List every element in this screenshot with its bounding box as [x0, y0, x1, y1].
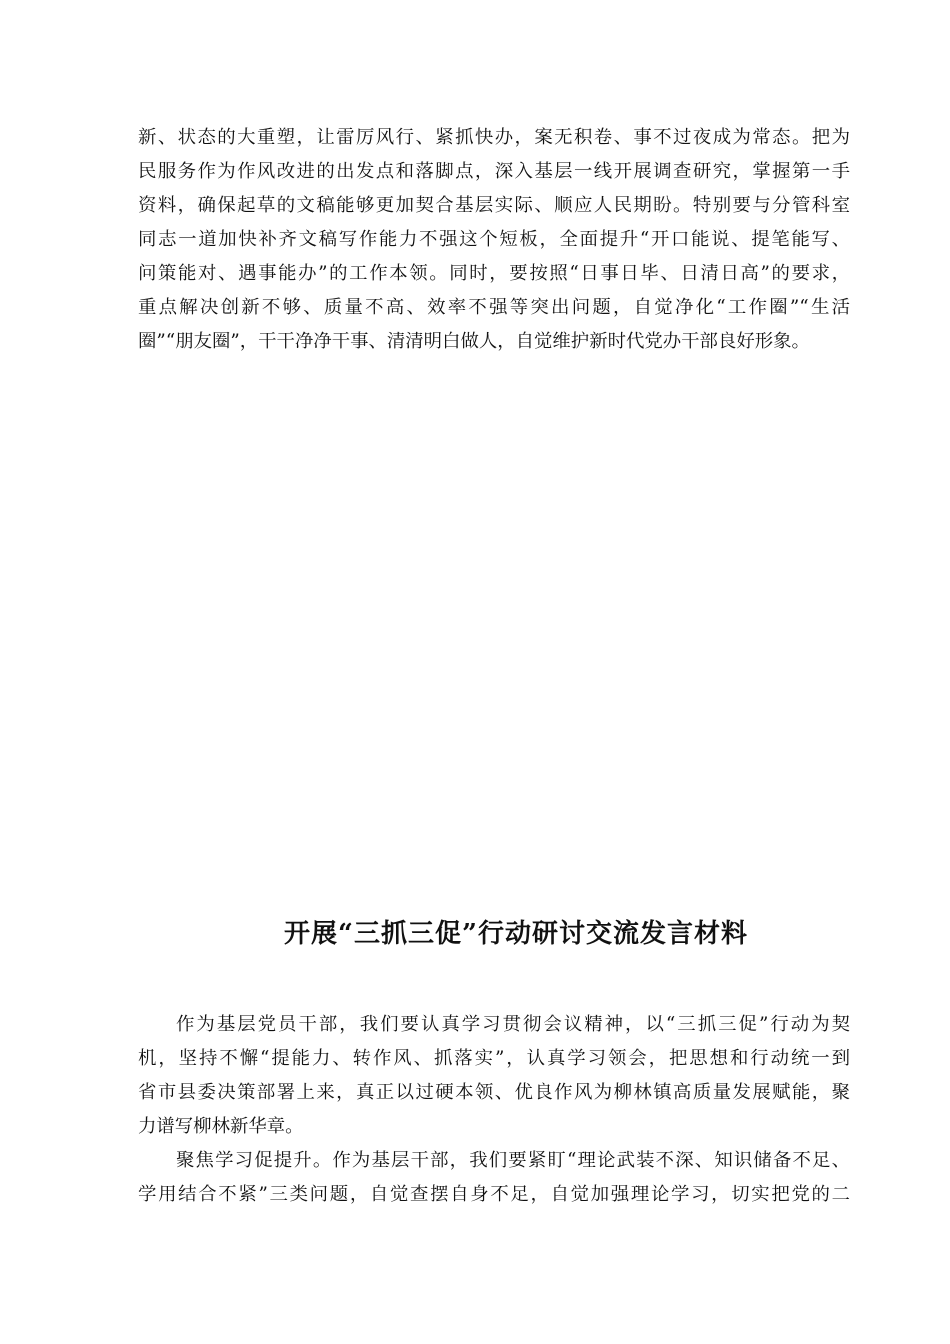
paragraph-line: 聚焦学习促提升。作为基层干部，我们要紧盯“理论武装不深、知识储备不足、	[176, 1150, 850, 1171]
paragraph-line: 圈”“朋友圈”，干干净净干事、清清明白做人，自觉维护新时代党办干部良好形象。	[138, 331, 810, 352]
document-title: 开展“三抓三促”行动研讨交流发言材料	[284, 919, 748, 949]
paragraph-line: 机，坚持不懈“提能力、转作风、抓落实”，认真学习领会，把思想和行动统一到	[138, 1048, 850, 1069]
paragraph-line: 力谱写柳林新华章。	[138, 1116, 304, 1137]
paragraph-line: 新、状态的大重塑，让雷厉风行、紧抓快办，案无积卷、事不过夜成为常态。把为	[138, 127, 850, 148]
paragraph-line: 资料，确保起草的文稿能够更加契合基层实际、顺应人民期盼。特别要与分管科室	[138, 195, 850, 216]
paragraph-line: 省市县委决策部署上来，真正以过硬本领、优良作风为柳林镇高质量发展赋能，聚	[138, 1082, 850, 1103]
paragraph-line: 民服务作为作风改进的出发点和落脚点，深入基层一线开展调查研究，掌握第一手	[138, 161, 850, 182]
paragraph-line: 重点解决创新不够、质量不高、效率不强等突出问题，自觉净化“工作圈”“生活	[138, 297, 850, 318]
paragraph-line: 学用结合不紧”三类问题，自觉查摆自身不足，自觉加强理论学习，切实把党的二	[138, 1184, 850, 1205]
paragraph-line: 作为基层党员干部，我们要认真学习贯彻会议精神，以“三抓三促”行动为契	[176, 1014, 850, 1035]
paragraph-line: 问策能对、遇事能办”的工作本领。同时，要按照“日事日毕、日清日高”的要求，	[138, 263, 850, 284]
paragraph-line: 同志一道加快补齐文稿写作能力不强这个短板，全面提升“开口能说、提笔能写、	[138, 229, 850, 250]
